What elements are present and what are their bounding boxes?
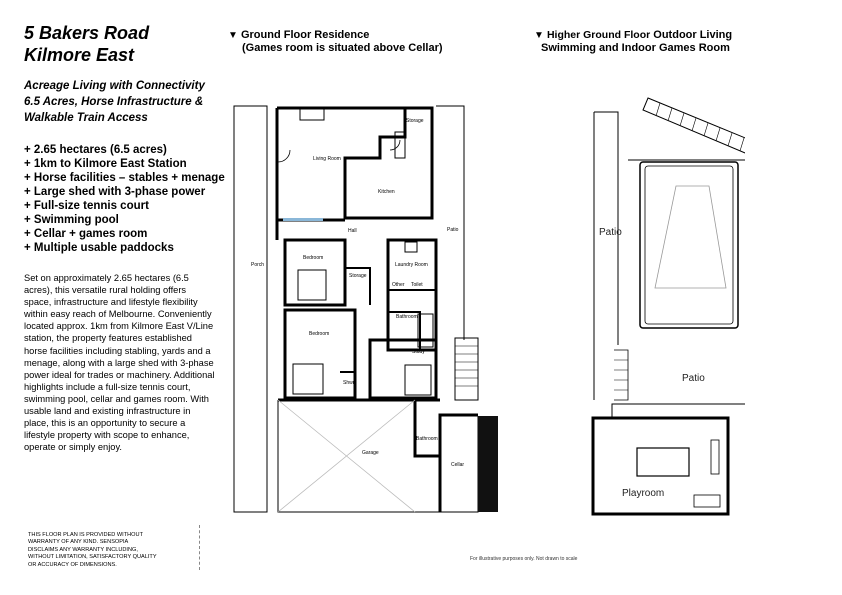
feature-item: + 1km to Kilmore East Station xyxy=(24,158,187,170)
room-label-porch: Porch xyxy=(251,262,265,268)
living-walls xyxy=(277,108,345,220)
feature-item: + Cellar + games room xyxy=(24,228,148,240)
disclaimer-line: WITHOUT LIMITATION, SATISFACTORY QUALITY xyxy=(28,554,157,561)
feature-list xyxy=(24,143,225,255)
cellar-wall-block xyxy=(478,416,498,512)
title-line-1: 5 Bakers Road xyxy=(24,23,150,43)
feature-item: + Horse facilities – stables + menage xyxy=(24,172,225,184)
divider xyxy=(199,525,200,570)
ground-floor-note: (Games room is situated above Cellar) xyxy=(242,42,443,54)
room-label-patio: Patio xyxy=(599,227,622,238)
feature-item: + Multiple usable paddocks xyxy=(24,242,174,254)
room-label-other: Other xyxy=(392,282,405,288)
playroom-walls xyxy=(593,418,728,514)
kitchen-walls xyxy=(277,108,432,218)
fireplace xyxy=(300,108,324,120)
pool-slope xyxy=(655,186,726,288)
bedroom1-walls xyxy=(285,240,345,305)
feature-item: + 2.65 hectares (6.5 acres) xyxy=(24,144,167,156)
room-label-study: Study xyxy=(412,349,425,355)
property-description: Set on approximately 2.65 hectares (6.5 acres), this versatile rural holding offers space, infrastructure and lifestyle flexibility within easy reach of Melbourne. Conveniently located approx. 1km from Kilmore East V/Line station, the property features established horse facilities including stabling, yards and a menage, along with a large shed with 3-phase power ideal for trades or machinery. Additional highlights include a full-size tennis court, swimming pool, cellar and games room. With usable land and existing infrastructure in place, this is an opportunity to secure a lifestyle property with scope to enhance, operate or simply enjoy. xyxy=(24,273,215,453)
room-label-bathroom: Bathroom xyxy=(396,314,418,320)
higher-floor-subtitle: Swimming and Indoor Games Room xyxy=(541,42,730,54)
room-label-bedroom: Bedroom xyxy=(303,255,324,261)
disclaimer-line: DISCLAIMS ANY WARRANTY INCLUDING, xyxy=(28,546,138,553)
disclaimer-line: THIS FLOOR PLAN IS PROVIDED WITHOUT xyxy=(28,532,143,538)
bed xyxy=(298,270,326,300)
tagline-line-1: Acreage Living with Connectivity xyxy=(24,80,205,92)
pool-deck xyxy=(628,160,745,404)
ground-floor-heading xyxy=(228,29,443,55)
room-label-storage: Storage xyxy=(349,273,367,279)
room-label-garage: Garage xyxy=(362,450,379,456)
laundry-walls xyxy=(388,240,436,350)
ground-floor-plan xyxy=(225,95,515,525)
feature-item: + Large shed with 3-phase power xyxy=(24,186,206,198)
garage-diagonals xyxy=(278,400,415,512)
room-label-storage: Storage xyxy=(406,118,424,124)
tagline xyxy=(24,78,205,126)
room-label-living: Living Room xyxy=(313,156,341,162)
room-label-bathroom: Bathroom xyxy=(416,436,438,442)
feature-item: + Full-size tennis court xyxy=(24,200,149,212)
higher-floor-heading xyxy=(534,29,732,55)
tagline-line-3: Walkable Train Access xyxy=(24,112,148,124)
higher-floor-title-rest: Outdoor Living xyxy=(653,29,733,41)
disclaimer xyxy=(28,532,198,569)
window xyxy=(283,218,323,221)
scale-footnote: For illustrative purposes only. Not drawn to scale xyxy=(470,556,578,562)
pool-inner xyxy=(645,166,733,324)
porch-outline xyxy=(234,106,267,512)
disclaimer-line: WARRANTY OF ANY KIND. SENSOPIA xyxy=(28,539,129,546)
room-label-bedroom: Bedroom xyxy=(309,331,330,337)
patio-outline xyxy=(436,106,464,340)
stairs xyxy=(643,98,745,155)
bed xyxy=(405,365,431,395)
higher-floor-title: Higher Ground Floor xyxy=(546,29,651,41)
room-label-patio: Patio xyxy=(682,373,705,384)
room-label-hall: Hall xyxy=(348,228,357,234)
stairs xyxy=(455,338,478,400)
room-label-patio: Patio xyxy=(447,227,459,233)
property-title xyxy=(24,22,149,66)
garage-outline xyxy=(278,400,478,512)
pool-table xyxy=(637,448,689,476)
bathroom2-walls xyxy=(415,400,478,456)
room-label-playroom: Playroom xyxy=(622,488,665,499)
room-label-toilet: Toilet xyxy=(411,282,423,288)
room-label-cellar: Cellar xyxy=(451,462,465,468)
room-label-shower: Shwr xyxy=(343,380,355,386)
title-line-2: Kilmore East xyxy=(24,45,135,65)
room-label-laundry: Laundry Room xyxy=(395,262,428,268)
higher-floor-plan xyxy=(585,95,745,520)
room-label-kitchen: Kitchen xyxy=(378,189,395,195)
disclaimer-line: OR ACCURACY OF DIMENSIONS. xyxy=(28,561,117,568)
tagline-line-2: 6.5 Acres, Horse Infrastructure & xyxy=(24,96,204,108)
ground-floor-title: Ground Floor Residence xyxy=(240,29,370,41)
pool-outline xyxy=(640,162,738,328)
down-arrow-icon: ▼ xyxy=(228,30,238,41)
feature-item: + Swimming pool xyxy=(24,214,119,226)
down-arrow-icon: ▼ xyxy=(534,30,544,41)
bed xyxy=(293,364,323,394)
